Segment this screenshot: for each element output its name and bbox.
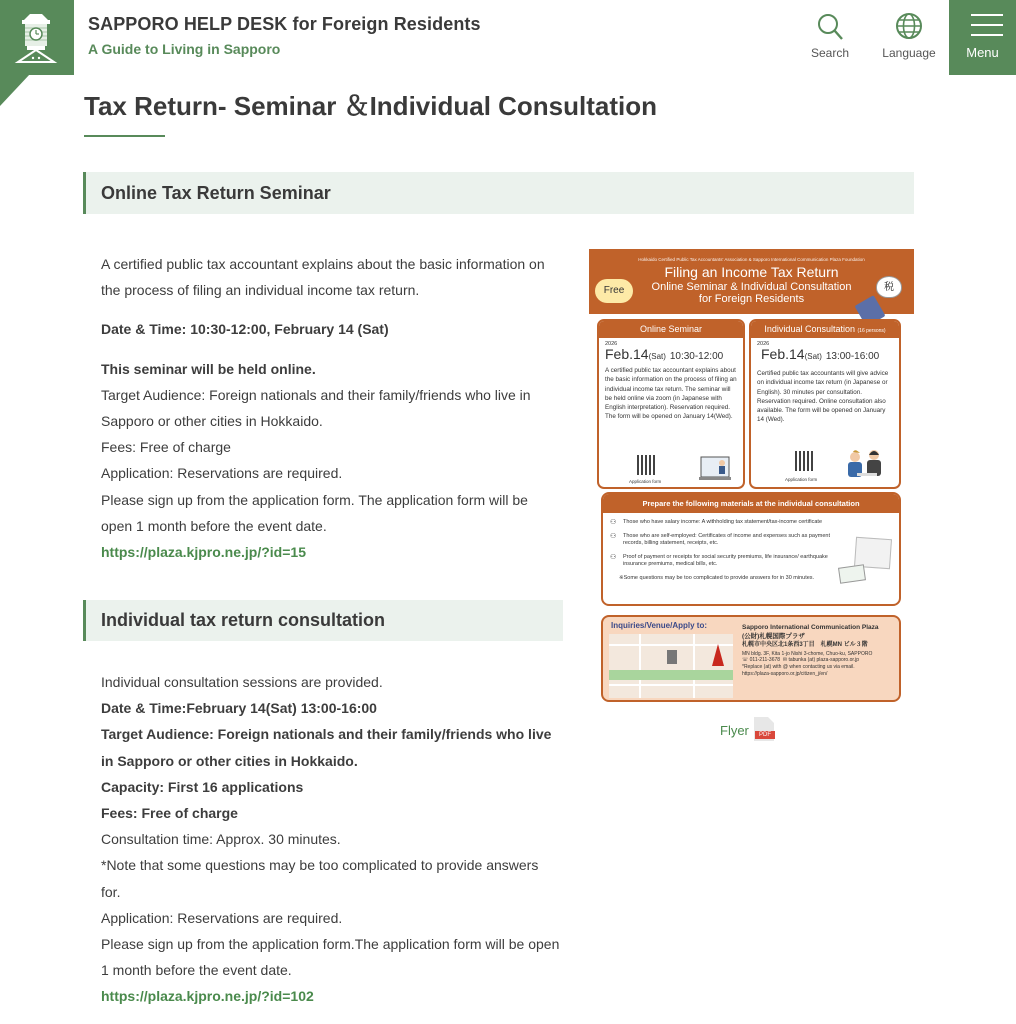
card-date-value: Feb.14 <box>761 346 805 362</box>
card-heading: Online Seminar <box>599 321 743 338</box>
materials-item: ⚇ Proof of payment or receipts for social security premiums, life insurance/ earthquake insurance premiums, medical bills, etc. <box>603 554 843 569</box>
search-button[interactable] <box>795 12 865 60</box>
venue-email-note: *Replace (at) with @ when contacting us via email. <box>742 663 855 670</box>
card-time: 13:00-16:00 <box>825 351 880 362</box>
receipt-card-icon <box>838 564 866 583</box>
card-date <box>751 347 899 364</box>
tax-money-bag-icon: 税 <box>876 276 902 298</box>
menu-label: Menu <box>966 45 999 60</box>
venue-address-ja: 札幌市中央区北1条西3丁目 札幌MN ビル３階 <box>742 642 868 649</box>
flyer-title: Filing an Income Tax Return <box>664 264 839 280</box>
seminar-target: Target Audience: Foreign nationals and their family/friends who live in Sapporo or other cities in Hokkaido. <box>101 386 531 430</box>
flyer-materials-box <box>601 492 901 606</box>
phone-icon: ☏ <box>742 657 750 664</box>
venue-map <box>609 634 733 698</box>
card-year: 2026 <box>605 341 618 347</box>
language-label: Language <box>882 46 936 60</box>
menu-button[interactable] <box>949 0 1016 75</box>
flyer-image[interactable] <box>589 249 914 702</box>
consult-application: Application: Reservations are required. <box>101 909 343 926</box>
tv-tower-icon <box>712 644 724 666</box>
consult-application-link[interactable]: https://plaza.kjpro.ne.jp/?id=102 <box>101 988 314 1005</box>
logo-tail-decoration <box>0 74 30 106</box>
card-date-value: Feb.14 <box>605 346 649 362</box>
seminar-application-link[interactable]: https://plaza.kjpro.ne.jp/?id=15 <box>101 544 306 561</box>
seminar-fees: Fees: Free of charge <box>101 439 231 456</box>
card-text: A certified public tax accountant explains about the basic information on the process of filing an individual income tax return. The seminar will be held online via zoom (in Japanese with English interpretation). Reservation required. The form will be opened on January 14(Wed). <box>605 367 737 421</box>
seminar-signup: Please sign up from the application form. The application form will be open 1 month before the event date. <box>101 491 528 534</box>
qr-code-icon <box>795 451 815 471</box>
site-logo[interactable] <box>0 0 74 75</box>
flyer-subtitle-2: for Foreign Residents <box>698 293 805 305</box>
mail-icon: ✉ <box>782 657 789 664</box>
search-icon <box>815 12 845 42</box>
online-seminar-content <box>101 251 561 565</box>
section-heading-online-seminar: Online Tax Return Seminar <box>83 172 914 214</box>
materials-item: ⚇ Those who have salary income: A withholding tax statement/tax-income certificate <box>603 519 843 527</box>
seminar-intro: A certified public tax accountant explains about the basic information on the process of filing an individual income tax return. <box>101 256 545 299</box>
flyer-subtitle: Online Seminar & Individual Consultation <box>651 281 852 293</box>
venue-info <box>742 625 900 677</box>
globe-icon <box>894 12 924 42</box>
flyer-organizers: Hokkaido Certified Public Tax Accountants' Association & Sapporo International Communication Plaza Foundation <box>638 257 865 262</box>
card-day: (Sat) <box>804 352 822 361</box>
qr-label: Application form <box>629 479 662 484</box>
flyer-header <box>589 249 914 314</box>
search-label: Search <box>810 46 850 60</box>
site-title[interactable]: SAPPORO HELP DESK for Foreign Residents <box>88 14 481 34</box>
laptop-teacher-icon <box>699 453 733 483</box>
consult-signup: Please sign up from the application form.The application form will be open 1 month before the event date. <box>101 936 560 979</box>
qr-code-icon <box>637 455 657 475</box>
card-date <box>599 347 743 364</box>
venue-url: https://plaza-sapporo.or.jp/citizen_j/en/ <box>742 670 828 677</box>
building-icon <box>667 650 677 664</box>
consult-capacity: Capacity: First 16 applications <box>101 778 304 795</box>
card-year: 2026 <box>757 341 770 347</box>
clock-tower-icon <box>14 10 58 64</box>
materials-item: ⚇ Those who are self-employed: Certificates of income and expenses such as payment records, billing statement, receipts, etc. <box>603 533 843 548</box>
flyer-card-online-seminar <box>597 319 745 489</box>
venue-name-ja: (公財)札幌国際プラザ <box>742 632 805 640</box>
qr-label: Application form <box>785 477 818 482</box>
consult-date-time: Date & Time:February 14(Sat) 13:00-16:00 <box>101 700 377 717</box>
section-heading-individual-consultation: Individual tax return consultation <box>83 600 563 641</box>
card-time: 10:30-12:00 <box>669 351 724 362</box>
card-heading <box>751 321 899 338</box>
title-underline <box>84 135 165 137</box>
consult-target: Target Audience: Foreign nationals and their family/friends who live in Sapporo or other cities in Hokkaido. <box>101 726 552 769</box>
seminar-date-time: Date & Time: 10:30-12:00, February 14 (Sat) <box>101 321 389 338</box>
consult-fees: Fees: Free of charge <box>101 805 238 822</box>
consultation-content <box>101 669 561 1010</box>
venue-contact <box>742 657 900 664</box>
flyer-inquiries-box <box>601 615 901 702</box>
venue-address-en: MN bldg. 3F, Kita 1-jo Nishi 3-chome, Chuo-ku, SAPPORO <box>742 650 873 657</box>
card-day: (Sat) <box>648 352 666 361</box>
venue-email: tabunka (at) plaza-sapporo.or.jp <box>788 657 860 664</box>
seminar-application: Application: Reservations are required. <box>101 465 343 482</box>
seminar-online-note: This seminar will be held online. <box>101 360 316 377</box>
card-heading-note: (16 persons) <box>857 328 886 334</box>
consultation-people-icon <box>843 447 887 481</box>
inquiries-heading: Inquiries/Venue/Apply to: <box>611 621 708 630</box>
card-heading-text: Individual Consultation <box>764 324 855 334</box>
venue-phone: 011-211-3678 <box>749 657 781 664</box>
materials-heading: Prepare the following materials at the individual consultation <box>603 494 899 513</box>
site-subtitle: A Guide to Living in Sapporo <box>88 41 281 57</box>
language-button[interactable] <box>874 12 944 60</box>
venue-name-en: Sapporo International Communication Plaza <box>742 624 879 631</box>
pdf-tag: PDF <box>755 731 775 739</box>
flyer-card-individual-consultation <box>749 319 901 489</box>
flyer-pdf-link[interactable]: Flyer <box>720 723 749 738</box>
consult-time: Consultation time: Approx. 30 minutes. <box>101 831 341 848</box>
page-title: Tax Return- Seminar ＆Individual Consultation <box>84 91 658 121</box>
consult-intro: Individual consultation sessions are provided. <box>101 674 383 690</box>
consult-note: *Note that some questions may be too complicated to provide answers for. <box>101 857 539 900</box>
materials-note: ※Some questions may be too complicated to provide answers for in 30 minutes. <box>619 574 815 581</box>
free-badge: Free <box>595 279 633 303</box>
hamburger-icon <box>971 14 1003 44</box>
card-text: Certified public tax accountants will give advice on individual income tax return (in Japanese or English). 30 minutes per consultation. Reservation required. Online consultation also available. The form will be opened on January 14 (Wed). <box>757 370 889 424</box>
